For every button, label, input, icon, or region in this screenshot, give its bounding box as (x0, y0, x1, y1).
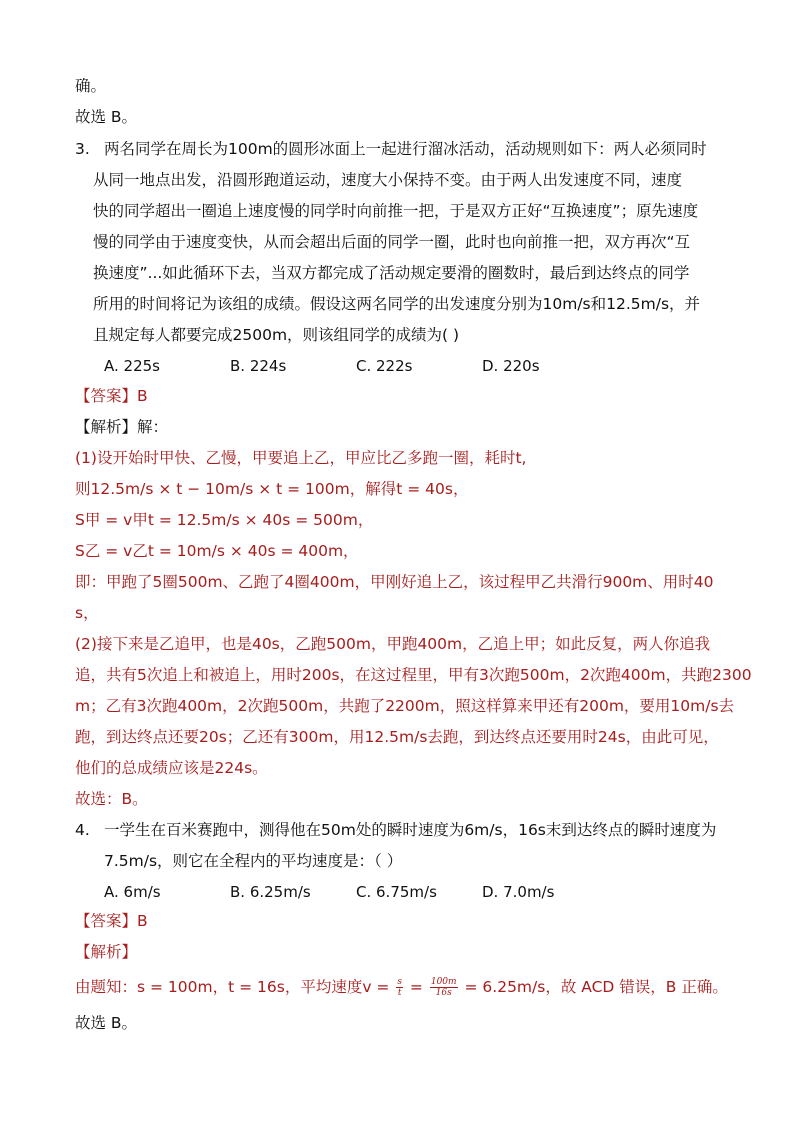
question-3-number: 3. (75, 140, 90, 158)
question-4-analysis-title: 【解析】 (75, 943, 138, 961)
fraction-numerator: s (397, 977, 402, 987)
question-4-option-a: A. 6m/s (104, 883, 161, 901)
solution-line: 他们的总成绩应该是224s。 (75, 759, 268, 777)
solution-line: 跑，到达终点还要20s；乙还有300m，用12.5m/s去跑，到达终点还要用时24s，由此可见， (75, 728, 719, 746)
question-3-line: 两名同学在周长为100m的圆形冰面上一起进行溜冰活动，活动规则如下：两人必须同时 (104, 140, 707, 158)
question-3-conclusion: 故选：B。 (75, 790, 148, 808)
solution-line: 即：甲跑了5圈500m、乙跑了4圈400m，甲刚好追上乙，该过程甲乙共滑行900m、用时40 (75, 573, 714, 591)
question-4-option-b: B. 6.25m/s (230, 883, 311, 901)
question-3-option-a: A. 225s (104, 357, 160, 375)
question-3-line: 快的同学超出一圈追上速度慢的同学时向前推一把，于是双方正好“互换速度”；原先速度 (93, 202, 699, 220)
question-4-line: 7.5m/s，则它在全程内的平均速度是：（ ） (104, 852, 403, 870)
question-3-option-d: D. 220s (482, 357, 540, 375)
question-3-option-c: C. 222s (356, 357, 413, 375)
question-3-line: 换速度”...如此循环下去，当双方都完成了活动规定要滑的圈数时，最后到达终点的同学 (93, 264, 690, 282)
solution-line: s， (75, 604, 99, 622)
question-4-option-c: C. 6.75m/s (356, 883, 437, 901)
question-3-line: 从同一地点出发，沿圆形跑道运动，速度大小保持不变。由于两人出发速度不同，速度 (93, 171, 683, 189)
continuation-text: 确。 (75, 77, 107, 95)
question-4-answer: 【答案】B (75, 912, 148, 930)
question-4-number: 4. (75, 821, 90, 839)
question-3-line: 且规定每人都要完成2500m，则该组同学的成绩为( ) (93, 326, 460, 344)
solution-line: S甲 = v甲t = 12.5m/s × 40s = 500m， (75, 511, 374, 529)
solution-line: m；乙有3次跑400m，2次跑500m，共跑了2200m，照这样算来甲还有200m，要用10m/s去 (75, 697, 735, 715)
fraction-s-over-t (396, 977, 403, 998)
question-3-line: 慢的同学由于速度变快，从而会超出后面的同学一圈，此时也向前推一把，双方再次“互 (93, 233, 691, 251)
question-3-line: 所用的时间将记为该组的成绩。假设这两名同学的出发速度分别为10m/s和12.5m/s，并 (93, 295, 701, 313)
solution-line: 追，共有5次追上和被追上，用时200s，在这过程里，甲有3次跑500m，2次跑400m，共跑2300 (75, 666, 752, 684)
question-4-line: 一学生在百米赛跑中，测得他在50m处的瞬时速度为6m/s，16s末到达终点的瞬时速度为 (104, 821, 717, 839)
question-3-answer: 【答案】B (75, 387, 148, 405)
fraction-distance-over-time (430, 977, 458, 998)
equals-sign: = (409, 978, 423, 996)
question-4-solution (75, 976, 728, 998)
question-4-conclusion: 故选 B。 (75, 1014, 138, 1032)
solution-line: S乙 = v乙t = 10m/s × 40s = 400m， (75, 542, 359, 560)
solution-line: (2)接下来是乙追甲，也是40s，乙跑500m，甲跑400m，乙追上甲；如此反复，两人你追我 (75, 635, 711, 653)
question-3-analysis-title: 【解析】解： (75, 418, 169, 436)
fraction-denominator: 16s (435, 988, 452, 998)
solution-line: (1)设开始时甲快、乙慢，甲要追上乙，甲应比乙多跑一圈，耗时t, (75, 449, 527, 467)
solution-prefix: 由题知：s = 100m，t = 16s，平均速度v = (75, 978, 390, 996)
fraction-denominator: t (397, 988, 402, 998)
question-4-option-d: D. 7.0m/s (482, 883, 555, 901)
question-3-option-b: B. 224s (230, 357, 287, 375)
solution-suffix: = 6.25m/s，故 ACD 错误，B 正确。 (464, 978, 728, 996)
solution-line: 则12.5m/s × t − 10m/s × t = 100m，解得t = 40s， (75, 480, 469, 498)
fraction-numerator: 100m (430, 977, 457, 987)
previous-conclusion: 故选 B。 (75, 108, 138, 126)
